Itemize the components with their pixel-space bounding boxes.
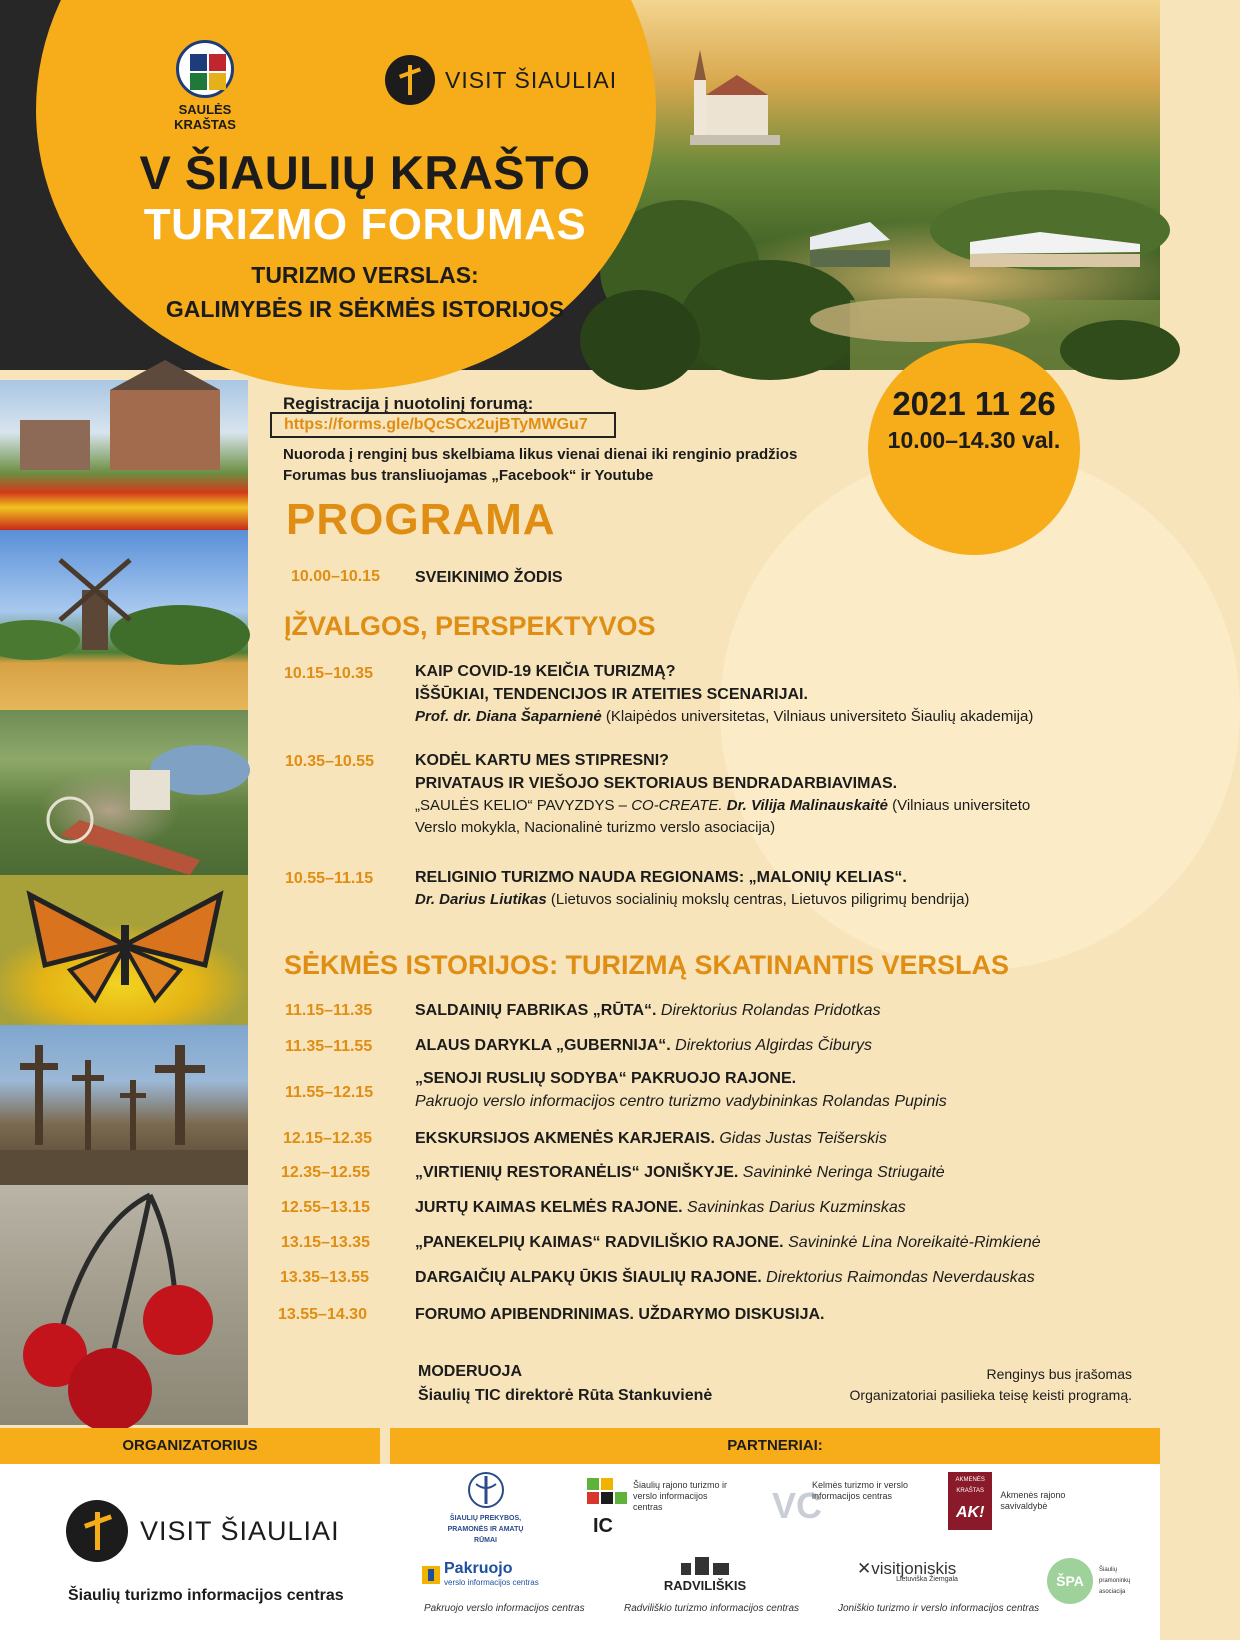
kelme-tic-icon <box>772 1478 823 1528</box>
event-time: 10.00–14.30 val. <box>887 427 1061 453</box>
session-person: Direktorius Raimondas Neverdauskas <box>761 1269 1035 1286</box>
church-illustration <box>690 50 780 145</box>
speaker-affiliation: (Vilniaus universiteto <box>887 797 1031 814</box>
broadcast-note: Forumas bus transliuojamas „Facebook“ ir Youtube <box>283 467 654 484</box>
session-item <box>415 1034 1115 1057</box>
session-item <box>415 1231 1115 1254</box>
session-item <box>415 1196 1115 1219</box>
manor-aerial-photo <box>0 710 248 875</box>
session-title: KAIP COVID-19 KEIČIA TURIZMĄ? <box>415 663 676 680</box>
organizer-caption: Šiaulių turizmo informacijos centras <box>68 1587 344 1604</box>
svg-text:VC: VC <box>772 1485 823 1526</box>
visit-siauliai-label: VISIT ŠIAULIAI <box>445 66 618 93</box>
partner-radviliskis <box>655 1555 755 1591</box>
pakruojo-icon <box>422 1566 440 1584</box>
registration-link[interactable]: https://forms.gle/bQcSCx2ujBTyMWGu7 <box>270 412 616 438</box>
session-time: 13.55–14.30 <box>278 1306 367 1323</box>
partner-sub: Lietuviška Žiemgala <box>896 1576 958 1583</box>
session-time: 10.35–10.55 <box>285 753 374 770</box>
header-banner <box>0 0 1160 370</box>
session-title: „VIRTIENIŲ RESTORANĖLIS“ JONIŠKYJE. <box>415 1164 739 1181</box>
partner-caption: Radviliškio turizmo informacijos centras <box>624 1603 800 1614</box>
session-time: 12.55–13.15 <box>281 1199 370 1216</box>
speaker-affiliation: (Klaipėdos universitetas, Vilniaus universiteto Šiaulių akademija) <box>601 708 1034 725</box>
organizer-logo-label: VISIT ŠIAULIAI <box>140 1515 340 1546</box>
registration-title: Registracija į nuotolinį forumą: <box>283 394 534 413</box>
session-time: 10.00–10.15 <box>291 568 380 585</box>
session-item <box>415 1266 1115 1289</box>
session-person: Pakruojo verslo informacijos centro turizmo vadybininkas Rolandas Pupinis <box>415 1093 947 1110</box>
moderator-label: MODERUOJA <box>418 1363 523 1380</box>
title-line-2: TURIZMO FORUMAS <box>143 200 587 249</box>
cherry-sculpture-photo <box>0 1185 248 1425</box>
session-item <box>415 749 1115 839</box>
speaker-name: Dr. Vilija Malinauskaitė <box>722 797 888 814</box>
speaker-affiliation-cont: Verslo mokykla, Nacionalinė turizmo verslo asociacija) <box>415 819 776 836</box>
session-example: „SAULĖS KELIO“ PAVYZDYS – <box>415 797 632 814</box>
organizer-bar: ORGANIZATORIUS <box>0 1428 380 1464</box>
session-time: 11.35–11.55 <box>285 1038 373 1055</box>
session-title: SALDAINIŲ FABRIKAS „RŪTA“. <box>415 1002 657 1019</box>
partner-siauliai-district <box>587 1478 737 1536</box>
hill-of-crosses-photo <box>0 1025 248 1185</box>
session-person: Savininkė Neringa Striugaitė <box>738 1164 945 1181</box>
visit-siauliai-logo <box>385 55 617 105</box>
organizer-logo <box>66 1500 340 1562</box>
session-time: 10.55–11.15 <box>285 870 374 887</box>
session-title: DARGAIČIŲ ALPAKŲ ŪKIS ŠIAULIŲ RAJONE. <box>415 1269 762 1286</box>
session-time: 10.15–10.35 <box>284 665 373 682</box>
session-title: EKSKURSIJOS AKMENĖS KARJERAIS. <box>415 1130 715 1147</box>
saules-krastas-label: SAULĖS KRAŠTAS <box>174 102 236 132</box>
partner-spa <box>1047 1558 1147 1604</box>
partner-name: Pakruojo <box>444 1560 513 1577</box>
session-subtitle: IŠŠŪKIAI, TENDENCIJOS IR ATEITIES SCENARIJAI. <box>415 686 808 703</box>
session-item <box>415 1127 1115 1150</box>
windmill-photo <box>0 530 248 710</box>
session-person: Savininkė Lina Noreikaitė-Rimkienė <box>783 1234 1041 1251</box>
session-title: FORUMO APIBENDRINIMAS. UŽDARYMO DISKUSIJA. <box>415 1306 825 1323</box>
speaker-name: Dr. Darius Liutikas <box>415 891 547 908</box>
recording-note: Renginys bus įrašomas <box>986 1366 1132 1382</box>
session-item <box>415 999 1115 1022</box>
svg-text:IC: IC <box>593 1515 613 1537</box>
event-date: 2021 11 26 <box>892 385 1056 422</box>
session-time: 13.35–13.55 <box>280 1269 369 1286</box>
session-time: 11.55–12.15 <box>285 1084 374 1101</box>
visit-siauliai-icon <box>66 1500 128 1562</box>
session-title: ALAUS DARYKLA „GUBERNIJA“. <box>415 1037 671 1054</box>
changes-note: Organizatoriai pasilieka teisę keisti programą. <box>849 1387 1132 1403</box>
program-heading: PROGRAMA <box>286 495 556 544</box>
side-photo-column <box>0 380 248 1425</box>
partner-name: ŠPA <box>1047 1558 1093 1604</box>
program-notes <box>850 1364 1132 1406</box>
partner-joniskis <box>857 1559 997 1585</box>
speaker-affiliation: (Lietuvos socialinių mokslų centras, Lietuvos piligrimų bendrija) <box>546 891 970 908</box>
session-item <box>415 660 1115 728</box>
festival-tents <box>810 222 1140 267</box>
session-time: 13.15–13.35 <box>281 1234 370 1251</box>
partner-name: Kelmės turizmo ir verslo informacijos centras <box>812 1480 909 1501</box>
title-line-1: V ŠIAULIŲ KRAŠTO <box>139 146 591 199</box>
session-time: 12.35–12.55 <box>281 1164 370 1181</box>
session-title: RELIGINIO TURIZMO NAUDA REGIONAMS: „MALONIŲ KELIAS“. <box>415 869 907 886</box>
session-item <box>415 1161 1115 1184</box>
partner-name: ŠIAULIŲ PREKYBOS, PRAMONĖS IR AMATŲ RŪMAI <box>447 1515 524 1544</box>
saules-krastas-logo <box>150 40 260 132</box>
partner-akmene <box>948 1472 1088 1530</box>
partner-chamber <box>438 1470 533 1546</box>
butterfly-photo <box>0 875 248 1025</box>
session-item <box>415 1303 1115 1326</box>
session-person: Savininkas Darius Kuzminskas <box>682 1199 906 1216</box>
section-heading-insights: ĮŽVALGOS, PERSPEKTYVOS <box>284 611 656 641</box>
moderator-block <box>418 1360 712 1408</box>
partner-caption: Joniškio turizmo ir verslo informacijos centras <box>838 1603 1040 1614</box>
session-title: „PANEKELPIŲ KAIMAS“ RADVILIŠKIO RAJONE. <box>415 1234 784 1251</box>
moderator-name: Šiaulių TIC direktorė Rūta Stankuvienė <box>418 1387 713 1404</box>
partners-bar: PARTNERIAI: <box>390 1428 1160 1464</box>
akmene-badge-label: AKMENĖS KRAŠTAS <box>955 1477 985 1494</box>
session-person: Gidas Justas Teišerskis <box>714 1130 887 1147</box>
visit-siauliai-icon <box>385 55 435 105</box>
partner-pakruojo <box>422 1561 572 1588</box>
partner-sub: Šiaulių pramoninkų asociacija <box>1099 1566 1131 1595</box>
subtitle-line-1: TURIZMO VERSLAS: <box>251 262 479 288</box>
date-badge <box>868 343 1080 555</box>
session-example-italic: CO-CREATE. <box>631 797 723 814</box>
subtitle-line-2: GALIMYBĖS IR SĖKMĖS ISTORIJOS <box>165 296 565 322</box>
session-title: KODĖL KARTU MES STIPRESNI? <box>415 752 669 769</box>
partner-name: Šiaulių rajono turizmo ir verslo informacijos centras <box>633 1480 728 1512</box>
partner-kelme <box>772 1478 922 1528</box>
district-tic-icon <box>587 1478 627 1536</box>
coat-of-arms-icon <box>176 40 234 98</box>
session-item <box>415 866 1115 911</box>
tulip-field-photo <box>0 380 248 530</box>
session-subtitle: PRIVATAUS IR VIEŠOJO SEKTORIAUS BENDRADARBIAVIMAS. <box>415 775 898 792</box>
akmene-badge: AKMENĖS KRAŠTAS AK! <box>948 1472 992 1530</box>
session-item <box>415 1067 1115 1113</box>
registration-note: Nuoroda į renginį bus skelbiama likus vienai dienai iki renginio pradžios <box>283 446 798 463</box>
joniskis-icon: ✕ <box>857 1559 872 1578</box>
session-person: Direktorius Algirdas Čiburys <box>670 1037 872 1054</box>
session-time: 12.15–12.35 <box>283 1130 372 1147</box>
partner-name: RADVILIŠKIS <box>663 1578 747 1593</box>
session-time: 11.15–11.35 <box>285 1002 373 1019</box>
chamber-emblem-icon <box>466 1470 506 1510</box>
partner-sub: verslo informacijos centras <box>444 1578 539 1587</box>
session-person: Direktorius Rolandas Pridotkas <box>656 1002 881 1019</box>
radviliskis-icon <box>675 1555 735 1577</box>
section-heading-success-stories: SĖKMĖS ISTORIJOS: TURIZMĄ SKATINANTIS VERSLAS <box>284 950 1010 980</box>
welcome-title: SVEIKINIMO ŽODIS <box>415 569 563 586</box>
speaker-name: Prof. dr. Diana Šaparnienė <box>415 708 602 725</box>
partner-caption: Pakruojo verslo informacijos centras <box>424 1603 585 1614</box>
partner-name: visitjoniskis <box>871 1559 957 1578</box>
session-title: „SENOJI RUSLIŲ SODYBA“ PAKRUOJO RAJONE. <box>415 1070 797 1087</box>
session-title: JURTŲ KAIMAS KELMĖS RAJONE. <box>415 1199 683 1216</box>
session-title <box>415 566 1115 589</box>
partner-name: Akmenės rajono savivaldybė <box>1000 1490 1066 1511</box>
